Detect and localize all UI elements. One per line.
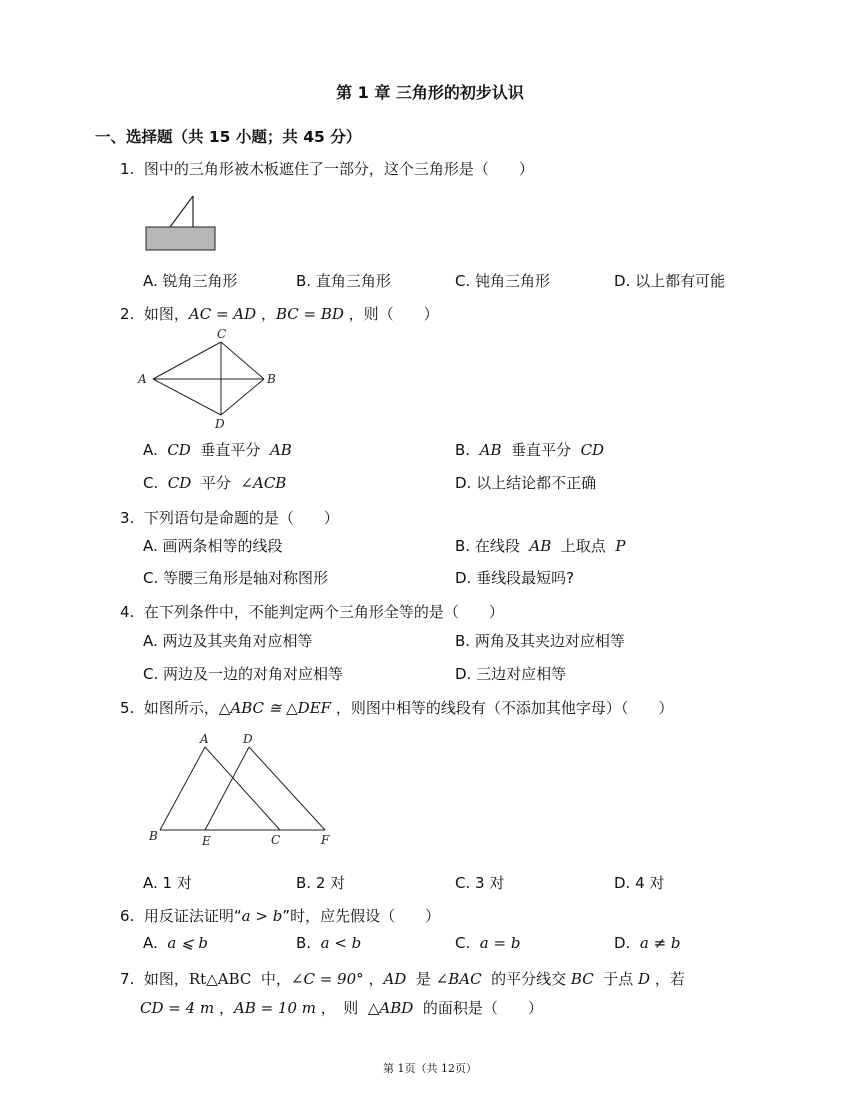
q2-option-b[interactable] xyxy=(455,439,604,460)
option-letter: A. xyxy=(143,934,158,952)
question-1 xyxy=(120,158,534,179)
math-expr: CD = 4 m xyxy=(140,999,215,1017)
q2-option-d[interactable]: D. 以上结论都不正确 xyxy=(455,474,597,492)
q4-option-c[interactable]: C. 两边及一边的对角对应相等 xyxy=(143,665,344,683)
question-text: 的面积是（ ） xyxy=(422,999,543,1017)
question-text-pre: 如图所示， xyxy=(143,699,219,717)
option-text: 平分 xyxy=(200,474,231,492)
vertex-label-d: D xyxy=(215,417,225,431)
q6-option-a[interactable] xyxy=(143,934,208,952)
question-text-post: ，则图中相等的线段有（不添加其他字母）（ ） xyxy=(335,699,674,717)
math-expr: BC = BD xyxy=(275,305,344,323)
question-7-line-2 xyxy=(140,997,543,1018)
math-expr: ∠C = 90° xyxy=(290,970,364,988)
vertex-label-e: E xyxy=(202,834,211,848)
q4-option-a[interactable]: A. 两边及其夹角对应相等 xyxy=(143,632,313,650)
q3-option-b[interactable] xyxy=(455,535,625,556)
question-7 xyxy=(120,968,685,989)
math-expr: AB xyxy=(269,441,292,459)
math-expr: AB xyxy=(479,441,502,459)
question-number: 5. xyxy=(120,699,135,717)
q5-option-a[interactable]: A. 1 对 xyxy=(143,874,192,892)
math-expr: a < b xyxy=(320,934,362,952)
question-text: ， xyxy=(368,970,384,988)
math-expr: D xyxy=(638,970,651,988)
question-number: 3. xyxy=(120,509,135,527)
math-expr: a = b xyxy=(479,934,521,952)
option-letter: A. xyxy=(143,441,158,459)
question-6 xyxy=(120,905,440,926)
math-expr: AD xyxy=(383,970,407,988)
option-text: B. 在线段 xyxy=(455,537,520,555)
option-letter: B. xyxy=(455,441,471,459)
vertex-label-b: B xyxy=(149,829,158,843)
vertex-label-a: A xyxy=(200,732,209,746)
vertex-label-c: C xyxy=(271,833,281,847)
q2-figure xyxy=(135,327,285,432)
question-text: 如图， xyxy=(143,970,189,988)
option-letter: B. xyxy=(296,934,312,952)
q1-option-c[interactable]: C. 钝角三角形 xyxy=(455,272,551,290)
math-expr: Rt△ABC xyxy=(188,970,252,988)
math-expr: △ABD xyxy=(367,999,414,1017)
question-3 xyxy=(120,507,339,528)
q3-option-d[interactable]: D. 垂线段最短吗? xyxy=(455,569,575,587)
math-expr: CD xyxy=(167,474,192,492)
math-expr: CD xyxy=(580,441,605,459)
vertex-label-c: C xyxy=(217,327,227,341)
q5-option-b[interactable]: B. 2 对 xyxy=(296,874,346,892)
question-number: 1. xyxy=(120,160,135,178)
math-expr: △ABC ≅ △DEF xyxy=(218,699,332,717)
question-text: ，若 xyxy=(654,970,685,988)
question-text-pre: 用反证法证明“ xyxy=(143,907,242,925)
chapter-title: 第 1 章 三角形的初步认识 xyxy=(336,83,524,102)
vertex-label-b: B xyxy=(267,372,276,386)
q6-option-d[interactable] xyxy=(614,934,681,952)
option-text: 上取点 xyxy=(560,537,606,555)
q5-figure xyxy=(145,733,345,853)
section-heading: 一、选择题（共 15 小题；共 45 分） xyxy=(95,128,362,146)
option-letter: C. xyxy=(143,474,159,492)
q4-option-b[interactable]: B. 两角及其夹边对应相等 xyxy=(455,632,625,650)
q1-figure xyxy=(140,190,220,255)
question-number: 7. xyxy=(120,970,135,988)
q6-option-b[interactable] xyxy=(296,934,361,952)
q5-option-d[interactable]: D. 4 对 xyxy=(614,874,665,892)
vertex-label-a: A xyxy=(138,372,147,386)
q5-option-c[interactable]: C. 3 对 xyxy=(455,874,505,892)
question-text: ， xyxy=(218,999,234,1017)
question-text-post: ，则（ ） xyxy=(348,305,439,323)
q4-option-d[interactable]: D. 三边对应相等 xyxy=(455,665,567,683)
question-text: 是 xyxy=(415,970,431,988)
q1-option-a[interactable]: A. 锐角三角形 xyxy=(143,272,238,290)
separator: ， xyxy=(260,305,276,323)
option-letter: D. xyxy=(614,934,631,952)
vertex-label-d: D xyxy=(243,732,253,746)
option-text: 垂直平分 xyxy=(511,441,572,459)
q1-option-b[interactable]: B. 直角三角形 xyxy=(296,272,391,290)
question-number: 2. xyxy=(120,305,135,323)
q2-option-a[interactable] xyxy=(143,439,292,460)
question-number: 6. xyxy=(120,907,135,925)
q6-option-c[interactable] xyxy=(455,934,520,952)
question-2 xyxy=(120,303,439,324)
vertex-label-f: F xyxy=(321,833,330,847)
question-text: 图中的三角形被木板遮住了一部分，这个三角形是（ ） xyxy=(143,160,534,178)
math-expr: P xyxy=(615,537,626,555)
question-text: 在下列条件中，不能判定两个三角形全等的是（ ） xyxy=(143,603,504,621)
q2-option-c[interactable] xyxy=(143,472,286,493)
q3-option-a[interactable]: A. 画两条相等的线段 xyxy=(143,537,283,555)
math-expr: AB xyxy=(529,537,552,555)
math-expr: ∠ACB xyxy=(240,474,287,492)
question-text-pre: 如图， xyxy=(143,305,189,323)
question-text: 中， xyxy=(260,970,291,988)
math-expr: BC xyxy=(570,970,594,988)
question-text: ， 则 xyxy=(320,999,359,1017)
q1-option-d[interactable]: D. 以上都有可能 xyxy=(614,272,726,290)
question-text: 下列语句是命题的是（ ） xyxy=(143,509,339,527)
question-text: 的平分线交 xyxy=(491,970,567,988)
question-4 xyxy=(120,601,504,622)
math-expr: ∠BAC xyxy=(435,970,482,988)
question-number: 4. xyxy=(120,603,135,621)
question-text-post: ”时，应先假设（ ） xyxy=(282,907,441,925)
math-expr: CD xyxy=(167,441,191,459)
math-expr: a ⩽ b xyxy=(167,934,208,952)
q3-option-c[interactable]: C. 等腰三角形是轴对称图形 xyxy=(143,569,329,587)
math-expr: a > b xyxy=(241,907,283,925)
question-text: 于点 xyxy=(603,970,634,988)
math-expr: AC = AD xyxy=(188,305,257,323)
option-letter: C. xyxy=(455,934,471,952)
question-5 xyxy=(120,697,673,718)
page-footer: 第 1页（共 12页） xyxy=(383,1062,477,1075)
math-expr: AB = 10 m xyxy=(233,999,316,1017)
math-expr: a ≠ b xyxy=(639,934,681,952)
option-text: 垂直平分 xyxy=(200,441,261,459)
